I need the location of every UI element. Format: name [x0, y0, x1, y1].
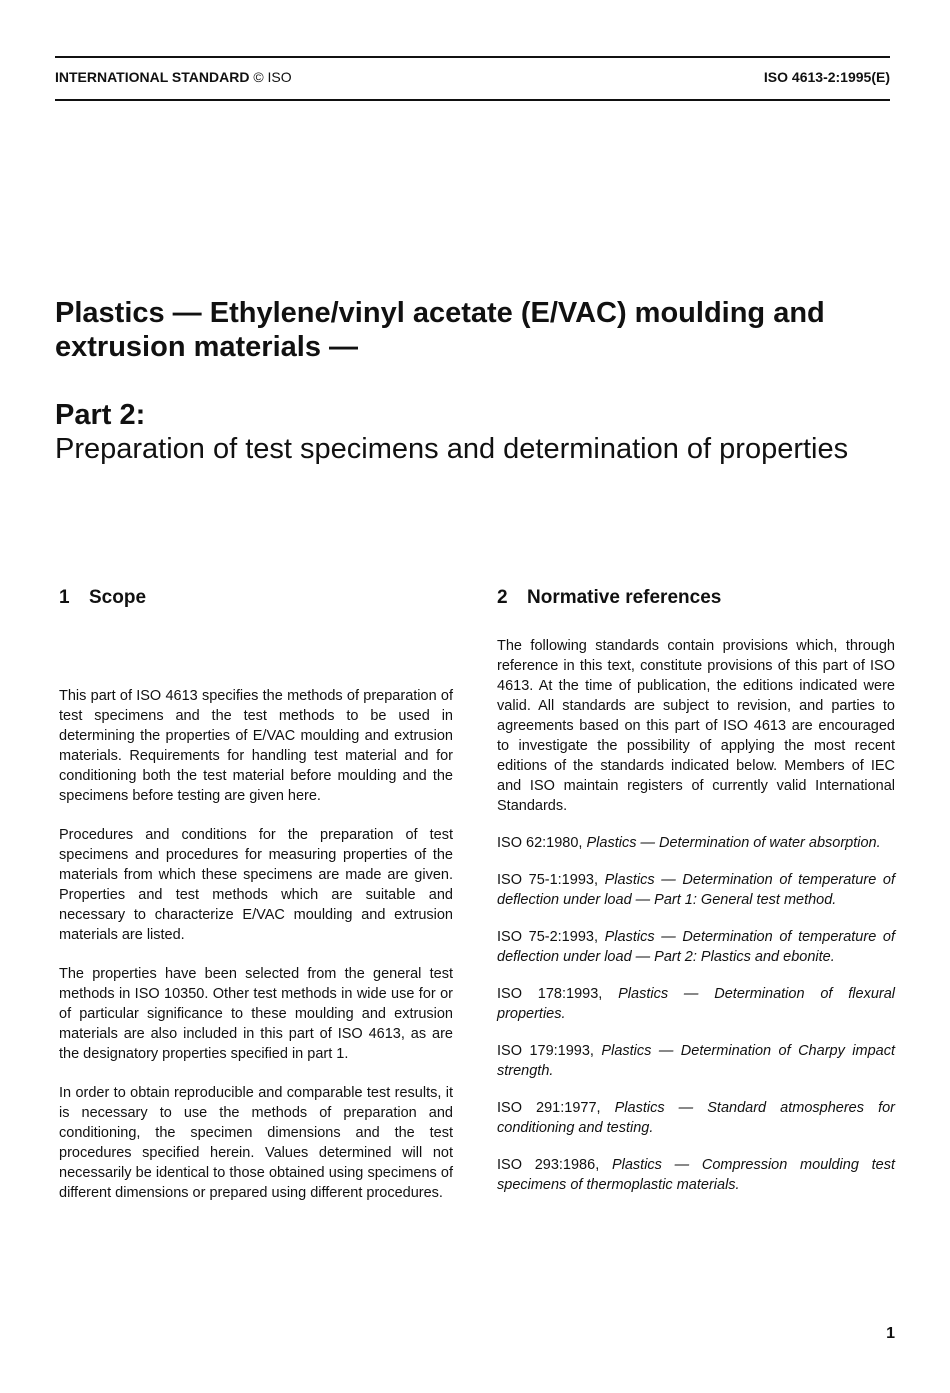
reference-entry [497, 1155, 895, 1195]
normative-references-section [497, 586, 895, 1195]
title-block [55, 296, 885, 466]
reference-code: ISO 62:1980, [497, 835, 583, 851]
reference-title: Plastics — Determination of water absorption. [586, 835, 881, 851]
header-standard-label: INTERNATIONAL STANDARD [55, 69, 250, 85]
scope-section [59, 586, 453, 1203]
part-label: Part 2: [55, 399, 146, 431]
scope-paragraph: In order to obtain reproducible and comparable test results, it is necessary to use the methods of preparation and conditioning, the specimen dimensions and the test procedures specified herein. Values determined will not necessarily be identical to those obtained using specimens of different dimensions or prepared using different procedures. [59, 1085, 453, 1201]
reference-entry [497, 984, 895, 1024]
page-header [55, 67, 890, 87]
references-intro: The following standards contain provisions which, through reference in this text, constitute provisions of this part of ISO 4613. At the time of publication, the editions indicated were valid. All standards are subject to revision, and parties to agreements based on this part of ISO 4613 are encouraged to investigate the possibility of applying the most recent editions of the standards indicated below. Members of IEC and ISO maintain registers of currently valid International Standards. [497, 638, 895, 814]
reference-entry [497, 1041, 895, 1081]
scope-heading [59, 586, 453, 610]
reference-code: ISO 178:1993, [497, 986, 603, 1002]
section-title: Normative references [527, 587, 722, 608]
normative-references-heading [497, 586, 895, 610]
scope-paragraph: The properties have been selected from the general test methods in ISO 10350. Other test methods in wide use for or of particular significance to these moulding and extrusion materials are also included in this part of ISO 4613, as are the designatory properties specified in part 1. [59, 966, 453, 1062]
page-number: 1 [886, 1325, 895, 1342]
reference-code: ISO 75-1:1993, [497, 872, 598, 888]
document-title: Plastics — Ethylene/vinyl acetate (E/VAC) moulding and extrusion materials — [55, 297, 825, 363]
reference-code: ISO 75-2:1993, [497, 929, 598, 945]
reference-code: ISO 179:1993, [497, 1043, 594, 1059]
scope-paragraph: Procedures and conditions for the preparation of test specimens and procedures for measuring properties of the materials from which these specimens are made are given. Properties and test methods which are suitable and necessary to characterize E/VAC moulding and extrusion materials are listed. [59, 827, 453, 943]
scope-paragraph: This part of ISO 4613 specifies the methods of preparation of test specimens and the test methods to be used in determining the properties of E/VAC moulding and extrusion materials. Requirements for handling test material and for conditioning both the test material before moulding and the specimens before testing are given here. [59, 688, 453, 804]
section-number: 2 [497, 587, 508, 608]
reference-title: Plastics — Determination of temperature of deflection under load — Part 1: General test method. [497, 872, 896, 908]
reference-code: ISO 293:1986, [497, 1157, 600, 1173]
header-top-rule [55, 56, 890, 58]
reference-entry [497, 1098, 895, 1138]
header-left [55, 67, 292, 87]
part-subtitle: Preparation of test specimens and determination of properties [55, 433, 849, 465]
section-number: 1 [59, 587, 70, 608]
reference-title: Plastics — Compression moulding test specimens of thermoplastic materials. [497, 1157, 895, 1193]
header-copyright: © ISO [253, 69, 292, 85]
section-title: Scope [89, 587, 147, 608]
reference-title: Plastics — Determination of Charpy impact strength. [497, 1043, 896, 1079]
reference-code: ISO 291:1977, [497, 1100, 601, 1116]
reference-title: Plastics — Determination of temperature of deflection under load — Part 2: Plastics and ebonite. [497, 929, 896, 965]
header-bottom-rule [55, 99, 890, 101]
reference-title: Plastics — Determination of flexural properties. [497, 986, 895, 1022]
header-document-id: ISO 4613-2:1995(E) [763, 69, 890, 85]
reference-entry [497, 927, 895, 967]
reference-title: Plastics — Standard atmospheres for conditioning and testing. [497, 1100, 895, 1136]
reference-entry [497, 870, 895, 910]
reference-entry [497, 833, 895, 853]
